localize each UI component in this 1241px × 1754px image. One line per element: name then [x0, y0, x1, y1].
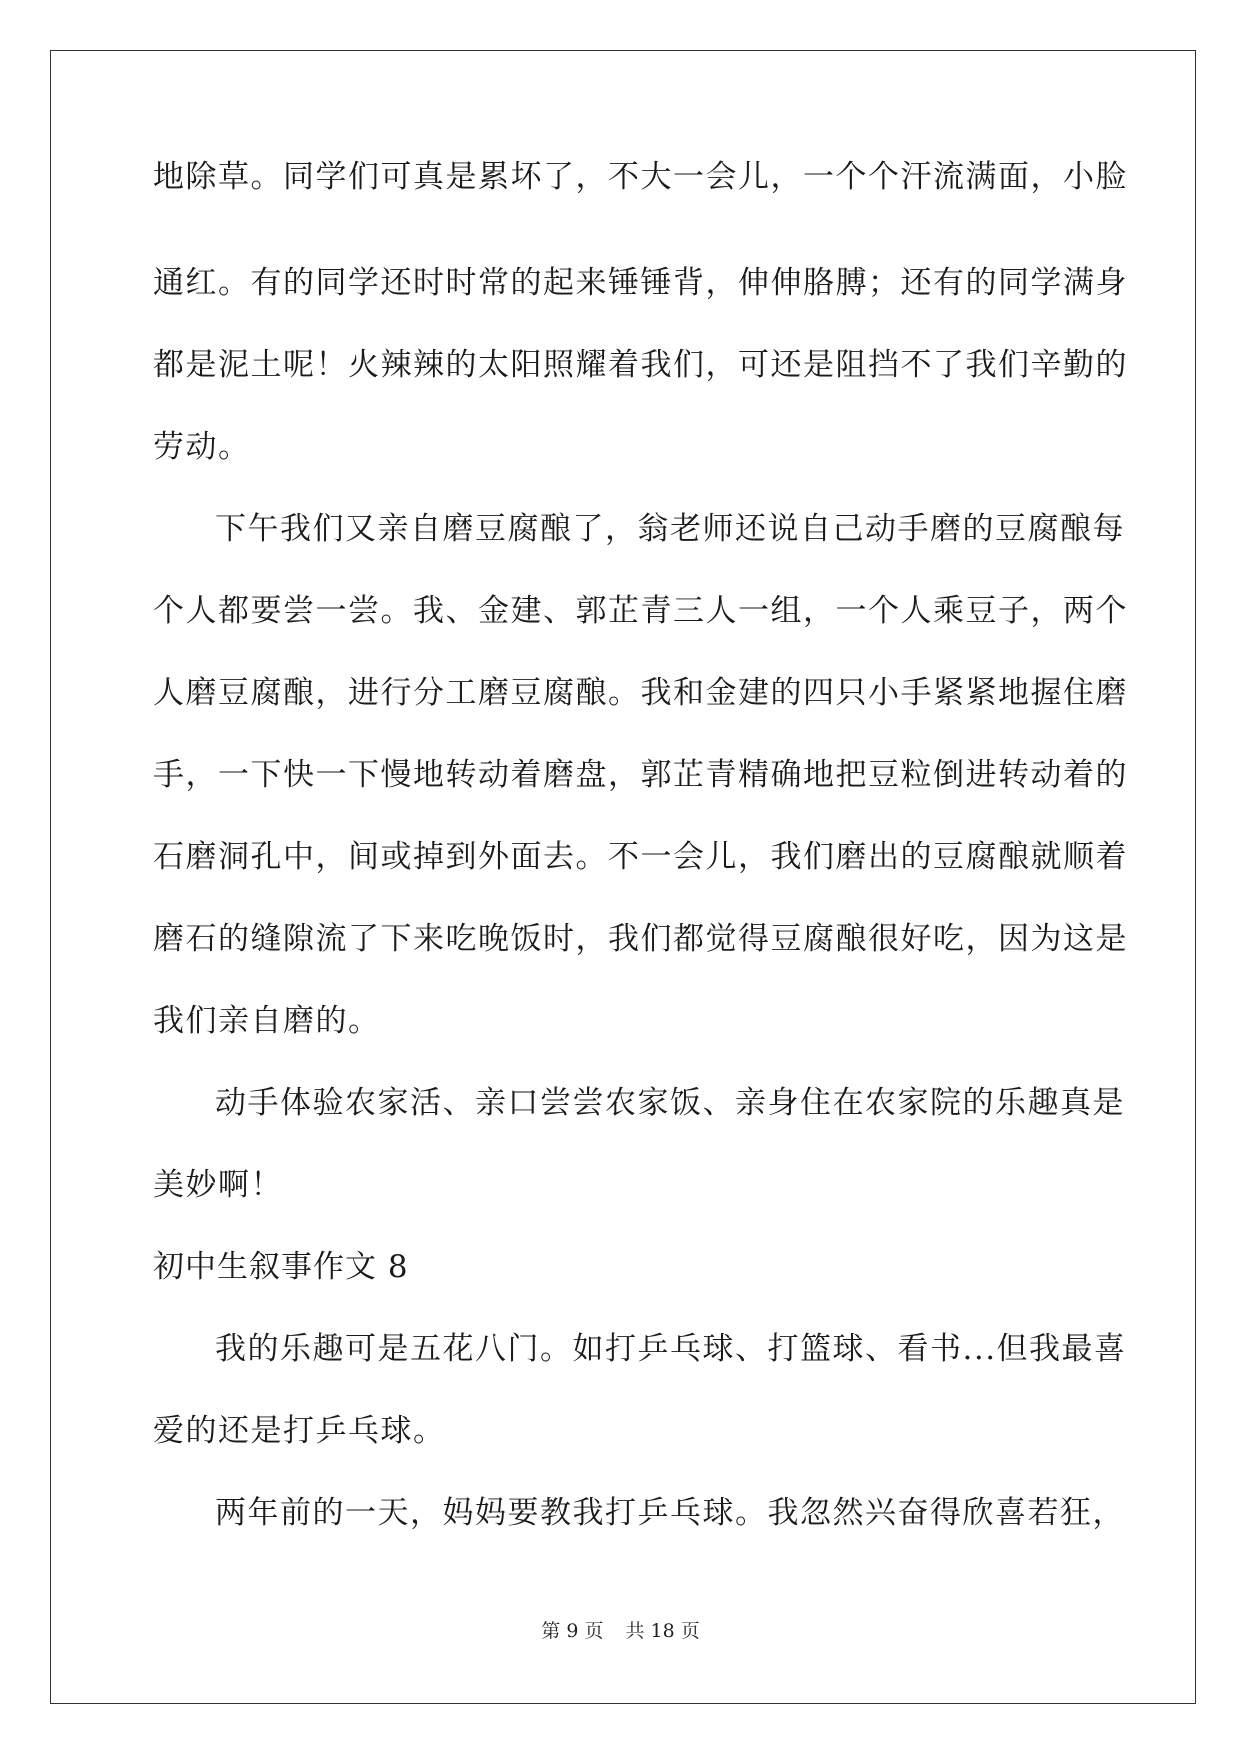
text-line: 都是泥土呢！火辣辣的太阳照耀着我们，可还是阻挡不了我们辛勤的 [153, 347, 1128, 383]
text-line: 通红。有的同学还时时常的起来锤锤背，伸伸胳膊；还有的同学满身 [153, 265, 1128, 301]
text-line: 手，一下快一下慢地转动着磨盘，郭芷青精确地把豆粒倒进转动着的 [153, 757, 1128, 793]
text-line: 美妙啊！ [153, 1167, 283, 1203]
paragraph-start-line: 两年前的一天，妈妈要教我打乒乓球。我忽然兴奋得欣喜若狂， [215, 1495, 1125, 1531]
text-line: 磨石的缝隙流了下来吃晚饭时，我们都觉得豆腐酿很好吃，因为这是 [153, 921, 1128, 957]
paragraph-start-line: 我的乐趣可是五花八门。如打乒乓球、打篮球、看书...但我最喜 [215, 1331, 1127, 1367]
text-line: 人磨豆腐酿，进行分工磨豆腐酿。我和金建的四只小手紧紧地握住磨 [153, 675, 1128, 711]
page-total: 共 18 页 [625, 1620, 700, 1642]
text-line: 个人都要尝一尝。我、金建、郭芷青三人一组，一个人乘豆子，两个 [153, 593, 1128, 629]
page-footer [0, 1616, 1241, 1643]
document-body [153, 159, 1128, 1554]
paragraph-start-line: 下午我们又亲自磨豆腐酿了，翁老师还说自己动手磨的豆腐酿每 [215, 511, 1125, 547]
text-line: 我们亲自磨的。 [153, 1003, 381, 1039]
paragraph-start-line: 动手体验农家活、亲口尝尝农家饭、亲身住在农家院的乐趣真是 [215, 1085, 1125, 1121]
text-line: 爱的还是打乒乓球。 [153, 1413, 446, 1449]
text-line: 石磨洞孔中，间或掉到外面去。不一会儿，我们磨出的豆腐酿就顺着 [153, 839, 1128, 875]
text-line: 劳动。 [153, 429, 251, 465]
page-number: 第 9 页 [541, 1620, 604, 1642]
section-heading: 初中生叙事作文 8 [153, 1249, 409, 1285]
text-line: 地除草。同学们可真是累坏了，不大一会儿，一个个汗流满面，小脸 [153, 159, 1128, 195]
